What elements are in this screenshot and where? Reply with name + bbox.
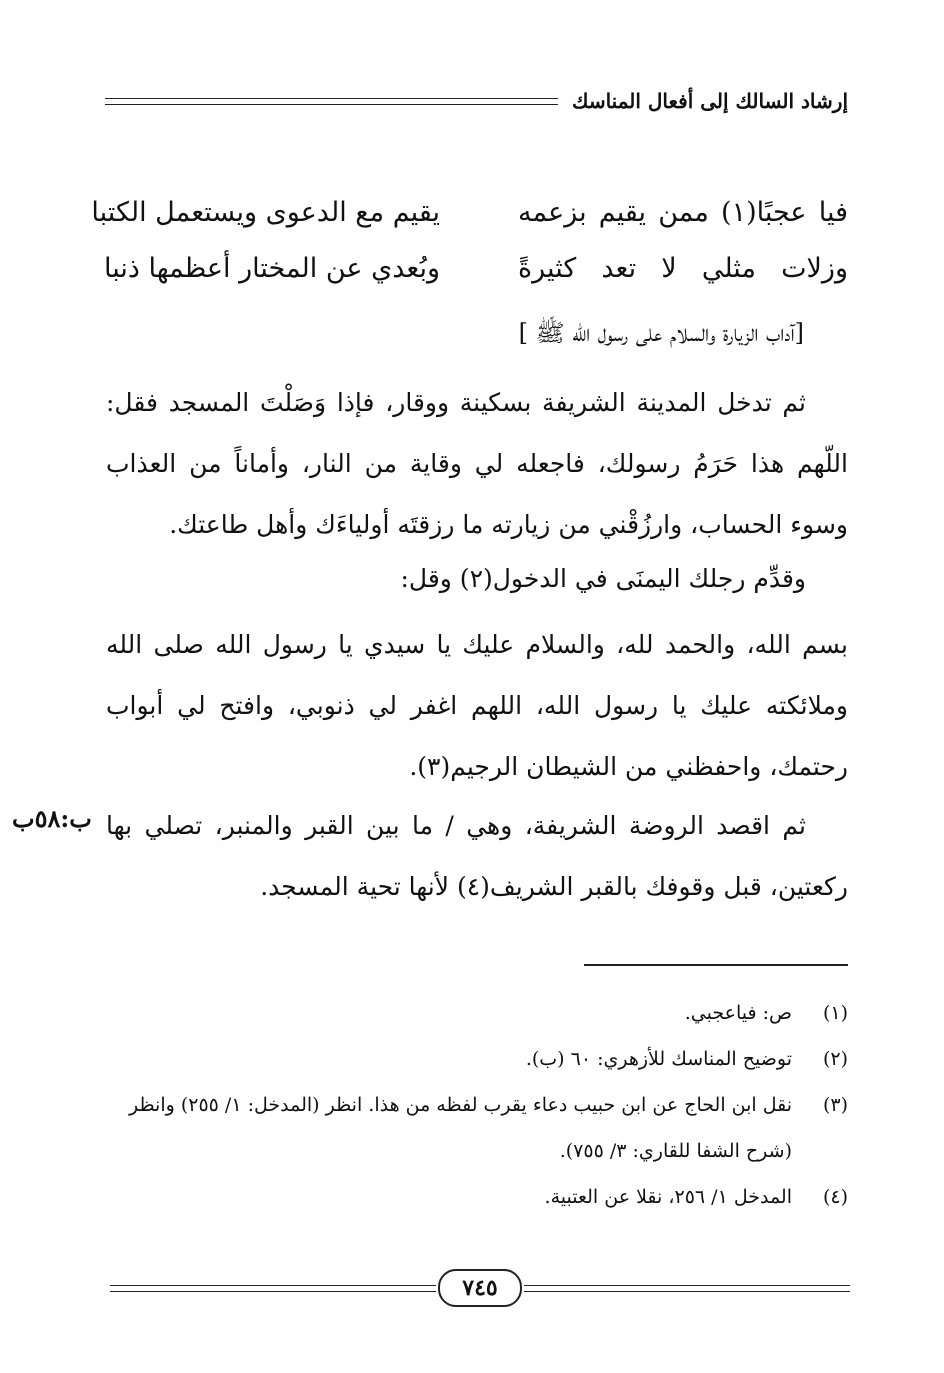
page-number: ٧٤٥ <box>438 1269 521 1307</box>
footnote-text: ص: فياعجبي. <box>684 1002 792 1024</box>
footnote-text: نقل ابن الحاج عن ابن حبيب دعاء يقرب لفظه من هذا. انظر (المدخل: ١/ ٢٥٥) وانظر (شرح الشفا للقاري: ٣/ ٧٥٥). <box>128 1094 792 1162</box>
verse-first-hemistich: وزلات مثلي لا تعد كثيرةً <box>518 252 848 284</box>
poem <box>91 184 848 296</box>
footer-rule-left <box>110 1285 436 1292</box>
body-paragraph: بسم الله، والحمد لله، والسلام عليك يا سيدي يا رسول الله صلى الله وملائكته عليك يا رسول الله، اللهم اغفر لي ذنوبي، وافتح لي أبواب رحتمك، واحفظني من الشيطان الرجيم(٣). <box>106 630 848 781</box>
footnote-text: توضيح المناسك للأزهري: ٦٠ (ب). <box>525 1048 792 1070</box>
manuscript-folio-note: ب:٥٨ب <box>12 804 92 833</box>
verse <box>103 240 848 296</box>
footnotes <box>106 990 848 1220</box>
header-double-rule <box>105 98 558 105</box>
body-paragraph: ثم اقصد الروضة الشريفة، وهي / ما بين القبر والمنبر، تصلي بها ركعتين، قبل وقوفك بالقبر الشريف(٤) لأنها تحية المسجد. <box>106 811 848 901</box>
verse-first-hemistich: فيا عجبًا(١) ممن يقيم بزعمه <box>518 196 848 228</box>
verse-second-hemistich: يقيم مع الدعوى ويستعمل الكتبا <box>91 196 440 228</box>
footer-rule-right <box>524 1285 850 1292</box>
footnote-number: (٣) <box>822 1094 848 1116</box>
footnote <box>106 990 848 1036</box>
footnote-number: (٢) <box>822 1048 848 1070</box>
footnote-number: (١) <box>822 1002 848 1024</box>
footnote <box>106 1174 848 1220</box>
verse <box>91 184 848 240</box>
footnote-number: (٤) <box>822 1186 848 1208</box>
footnote <box>106 1082 848 1174</box>
body-paragraph: وقدِّم رجلك اليمنَى في الدخول(٢) وقل: <box>400 564 806 593</box>
footnote-text: المدخل ١/ ٢٥٦، نقلا عن العتبية. <box>544 1186 792 1208</box>
section-heading: [آداب الزيارة والسلام على رسول الله ﷺ ] <box>518 319 804 347</box>
body-paragraph: ثم تدخل المدينة الشريفة بسكينة ووقار، فإذا وَصَلْتَ المسجد فقل: اللّهم هذا حَرَمُ رسولك، فاجعله لي وقاية من النار، وأماناً من العذاب وسوء الحساب، وارزُقْني من زيارته ما رزقتَه أولياءَك وأهل طاعتك. <box>106 388 848 539</box>
verse-second-hemistich: وبُعدي عن المختار أعظمها ذنبا <box>103 252 440 284</box>
running-header <box>105 86 848 116</box>
footnote-separator <box>584 964 848 966</box>
header-title: إرشاد السالك إلى أفعال المناسك <box>571 89 848 113</box>
footnote <box>106 1036 848 1082</box>
page-footer <box>110 1268 850 1308</box>
